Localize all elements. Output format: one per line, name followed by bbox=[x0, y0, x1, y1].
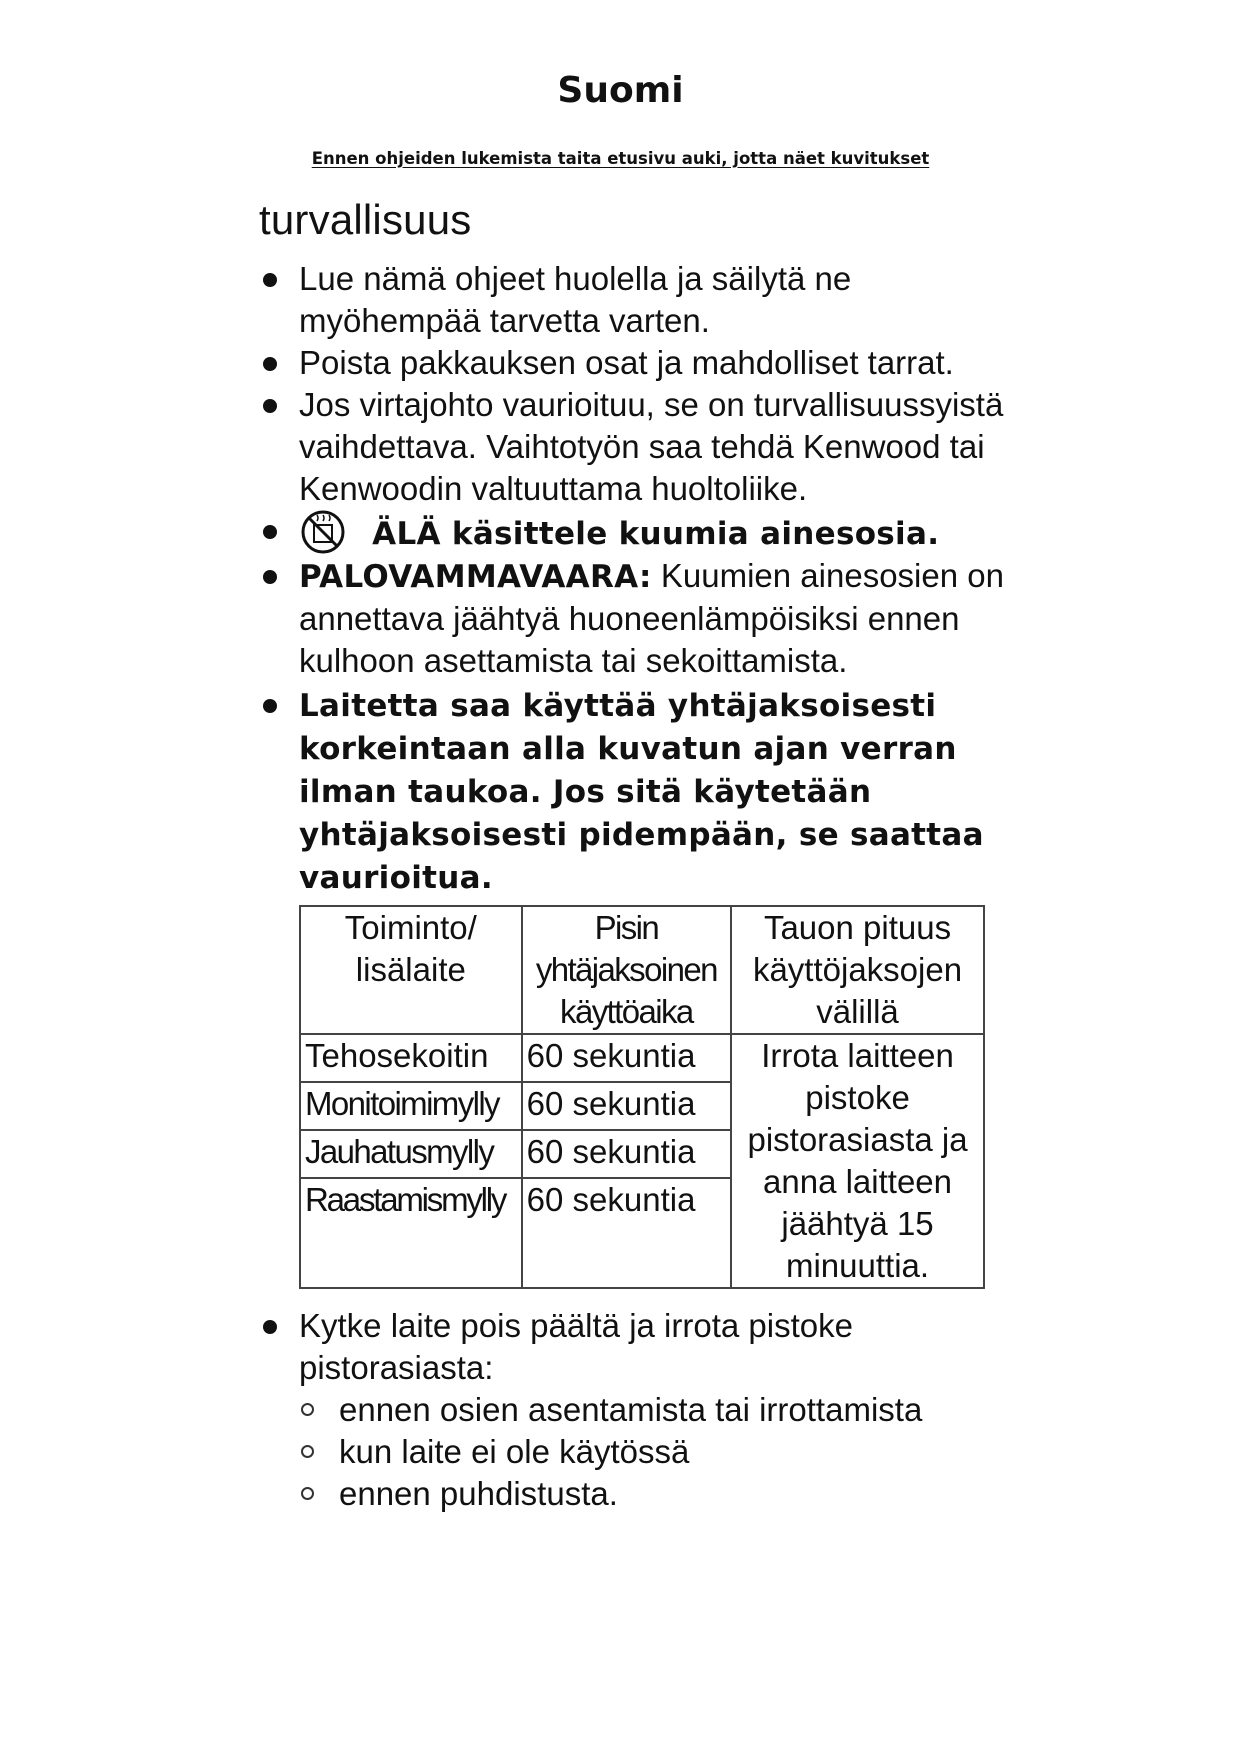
usage-time-table bbox=[299, 905, 985, 1289]
list-item bbox=[259, 510, 1019, 555]
unplug-conditions-list bbox=[299, 1389, 1019, 1515]
circle-bullet-icon bbox=[301, 1445, 314, 1458]
sub-list-item bbox=[299, 1389, 1019, 1431]
attachment-cell: Raastamismylly bbox=[300, 1178, 522, 1288]
warning-text: ÄLÄ käsittele kuumia ainesosia. bbox=[372, 516, 940, 552]
safety-list bbox=[259, 258, 1019, 1515]
bullet-icon bbox=[263, 399, 277, 413]
max-time-cell: 60 sekuntia bbox=[522, 1082, 731, 1130]
column-header: Pisin yhtäjaksoinen käyttöaika bbox=[522, 906, 731, 1034]
list-item bbox=[259, 1305, 1019, 1515]
column-header: Toiminto/ lisälaite bbox=[300, 906, 522, 1034]
attachment-cell: Monitoimimylly bbox=[300, 1082, 522, 1130]
safety-text: Lue nämä ohjeet huolella ja säilytä ne myöhempää tarvetta varten. bbox=[299, 260, 852, 339]
usage-warning-text: Laitetta saa käyttää yhtäjaksoisesti korkeintaan alla kuvatun ajan verran ilman taukoa. Jos sitä käytetään yhtäjaksoisesti pidempään, se saattaa vaurioitua. bbox=[299, 688, 984, 896]
fold-out-notice: Ennen ohjeiden lukemista taita etusivu auki, jotta näet kuvitukset bbox=[311, 149, 930, 168]
language-heading: Suomi bbox=[557, 70, 684, 111]
table-header-row bbox=[300, 906, 984, 1034]
section-title: turvallisuus bbox=[259, 196, 472, 243]
bullet-icon bbox=[263, 273, 277, 287]
safety-text: Jos virtajohto vaurioituu, se on turvallisuussyistä vaihdettava. Vaihtotyön saa tehdä Kenwood tai Kenwoodin valtuuttama huoltoliike. bbox=[299, 386, 1004, 507]
safety-text: Kytke laite pois päältä ja irrota pistoke pistorasiasta: bbox=[299, 1307, 853, 1386]
bullet-icon bbox=[263, 1320, 277, 1334]
list-item bbox=[259, 342, 1019, 384]
bullet-icon bbox=[263, 525, 277, 539]
no-hot-ingredients-icon bbox=[299, 510, 347, 554]
bullet-icon bbox=[263, 570, 277, 584]
sub-item-text: ennen puhdistusta. bbox=[339, 1475, 618, 1512]
list-item bbox=[259, 384, 1019, 510]
burn-warning-label: PALOVAMMAVAARA: bbox=[299, 559, 652, 595]
safety-text: Poista pakkauksen osat ja mahdolliset tarrat. bbox=[299, 344, 954, 381]
list-item bbox=[259, 684, 1019, 1289]
max-time-cell: 60 sekuntia bbox=[522, 1130, 731, 1178]
table-row bbox=[300, 1034, 984, 1082]
sub-item-text: kun laite ei ole käytössä bbox=[339, 1433, 690, 1470]
max-time-cell: 60 sekuntia bbox=[522, 1034, 731, 1082]
list-item bbox=[259, 555, 1019, 682]
rest-time-cell: Irrota laitteen pistoke pistorasiasta ja anna laitteen jäähtyä 15 minuuttia. bbox=[731, 1034, 984, 1288]
sub-list-item bbox=[299, 1473, 1019, 1515]
bullet-icon bbox=[263, 699, 277, 713]
sub-list-item bbox=[299, 1431, 1019, 1473]
circle-bullet-icon bbox=[301, 1403, 314, 1416]
sub-item-text: ennen osien asentamista tai irrottamista bbox=[339, 1391, 923, 1428]
list-item bbox=[259, 258, 1019, 342]
max-time-cell: 60 sekuntia bbox=[522, 1178, 731, 1288]
circle-bullet-icon bbox=[301, 1487, 314, 1500]
bullet-icon bbox=[263, 357, 277, 371]
column-header: Tauon pituus käyttöjaksojen välillä bbox=[731, 906, 984, 1034]
attachment-cell: Tehosekoitin bbox=[300, 1034, 522, 1082]
safety-text: Kuumien ainesosien on annettava jäähtyä huoneenlämpöisiksi ennen kulhoon asettamista tai sekoittamista. bbox=[299, 557, 1004, 679]
attachment-cell: Jauhatusmylly bbox=[300, 1130, 522, 1178]
